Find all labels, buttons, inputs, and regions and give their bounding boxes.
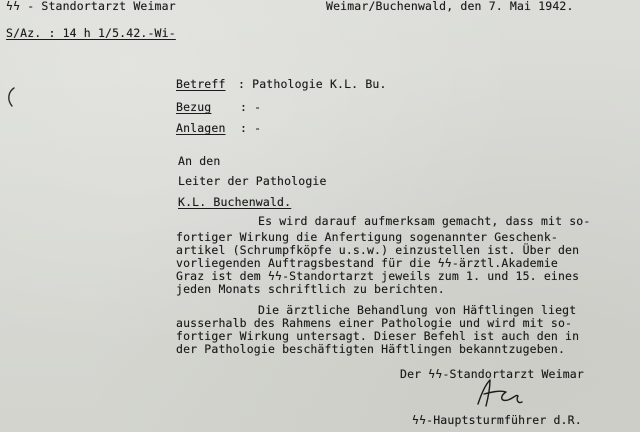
bezug-value: : - — [240, 100, 262, 114]
body-p1-line: Es wird darauf aufmerksam gemacht, dass mit so- — [258, 214, 591, 228]
body-p1-line: jeden Monats schriftlich zu berichten. — [176, 282, 445, 296]
body-p1-line: vorliegenden Auftragsbestand für die ϟϟ-ärztl.Akademie — [176, 256, 558, 270]
sender-line: ϟϟ - Standortarzt Weimar — [6, 0, 176, 13]
bezug-label: Bezug — [176, 100, 212, 114]
anlagen-value: : - — [240, 121, 262, 135]
reference-code: S/Az. : 14 h 1/5.42.-Wi- — [6, 26, 176, 40]
body-p1-line: artikel (Schrumpfköpfe u.s.w.) einzustellen ist. Über den — [176, 243, 580, 257]
binding-mark-icon — [4, 86, 18, 108]
signature-rank: ϟϟ-Hauptsturmführer d.R. — [412, 413, 582, 427]
body-p2-line: fortiger Wirkung untersagt. Dieser Befehl ist auch den in — [176, 329, 580, 343]
signature-block-title: Der ϟϟ-Standortarzt Weimar — [400, 367, 584, 381]
body-p1-line: Graz ist dem ϟϟ-Standortarzt jeweils zum 1. und 15. eines — [176, 269, 580, 283]
body-p2-line: Die ärztliche Behandlung von Häftlingen liegt — [258, 303, 577, 317]
place-date: Weimar/Buchenwald, den 7. Mai 1942. — [326, 0, 574, 13]
anlagen-label: Anlagen — [176, 121, 226, 135]
recipient-line-3: K.L. Buchenwald. — [178, 195, 292, 209]
recipient-line-1: An den — [178, 154, 221, 168]
betreff-value: : Pathologie K.L. Bu. — [238, 77, 387, 91]
handwritten-signature — [470, 374, 530, 414]
body-p2-line: ausserhalb des Rahmens einer Pathologie und wird mit so- — [176, 316, 573, 330]
recipient-line-2: Leiter der Pathologie — [178, 174, 327, 188]
body-p1-line: fortiger Wirkung die Anfertigung sogenannter Geschenk- — [176, 230, 558, 244]
betreff-label: Betreff — [176, 77, 226, 91]
body-p2-line: der Pathologie beschäftigten Häftlingen bekanntzugeben. — [176, 342, 566, 356]
